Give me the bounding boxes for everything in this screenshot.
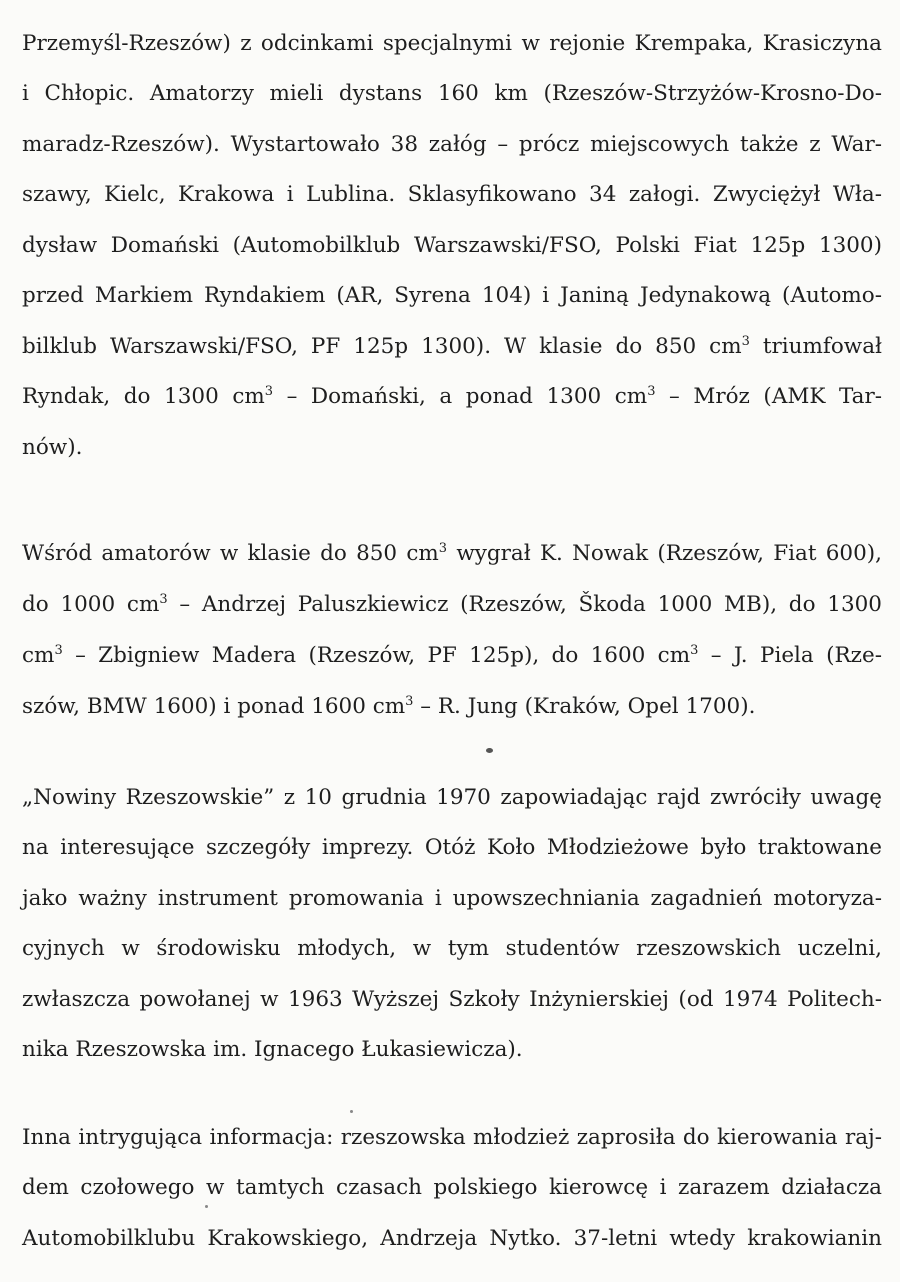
scan-speck: [205, 1205, 208, 1208]
text-line: dem czołowego w tamtych czasach polskiego kierowcę i zarazem działacza: [22, 1175, 882, 1200]
text-line: do 1000 $cm^3$ – Andrzej Paluszkiewicz (Rzeszów, Škoda 1000 MB), do 1300: [22, 591, 882, 617]
text-line: cyjnych w środowisku młodych, w tym studentów rzeszowskich uczelni,: [22, 936, 882, 961]
text-line: szawy, Kielc, Krakowa i Lublina. Sklasyfikowano 34 załogi. Zwyciężył Wła-: [22, 182, 882, 207]
text-line: Wśród amatorów w klasie do 850 $cm^3$ wygrał K. Nowak (Rzeszów, Fiat 600),: [22, 540, 882, 566]
text-line: Przemyśl-Rzeszów) z odcinkami specjalnymi w rejonie Krempaka, Krasiczyna: [22, 31, 882, 56]
text-line: Inna intrygująca informacja: rzeszowska młodzież zaprosiła do kierowania raj-: [22, 1125, 882, 1150]
text-line: przed Markiem Ryndakiem (AR, Syrena 104) i Janiną Jedynakową (Automo-: [22, 283, 882, 308]
text-line: i Chłopic. Amatorzy mieli dystans 160 km (Rzeszów-Strzyżów-Krosno-Do-: [22, 81, 882, 106]
text-line: Ryndak, do 1300 $cm^3$ – Domański, a ponad 1300 $cm^3$ – Mróz (AMK Tar-: [22, 383, 882, 409]
text-line: bilklub Warszawski/FSO, PF 125p 1300). W klasie do 850 $cm^3$ triumfował: [22, 333, 882, 359]
scan-speck: [350, 1110, 353, 1113]
text-line: na interesujące szczegóły imprezy. Otóż Koło Młodzieżowe było traktowane: [22, 835, 882, 860]
text-line: Automobilklubu Krakowskiego, Andrzeja Nytko. 37-letni wtedy krakowianin: [22, 1226, 882, 1251]
text-line: jako ważny instrument promowania i upowszechniania zagadnień motoryza-: [22, 886, 882, 911]
text-line: szów, BMW 1600) i ponad 1600 $cm^3$ – R. Jung (Kraków, Opel 1700).: [22, 693, 756, 719]
text-line: nów).: [22, 435, 83, 460]
text-line: $cm^3$ – Zbigniew Madera (Rzeszów, PF 125p), do 1600 $cm^3$ – J. Piela (Rze-: [22, 642, 882, 668]
text-line: dysław Domański (Automobilklub Warszawski/FSO, Polski Fiat 125p 1300): [22, 233, 882, 258]
text-line: „Nowiny Rzeszowskie” z 10 grudnia 1970 zapowiadając rajd zwróciły uwagę: [22, 785, 882, 810]
scan-speck: [486, 748, 493, 753]
text-line: zwłaszcza powołanej w 1963 Wyższej Szkoły Inżynierskiej (od 1974 Politech-: [22, 987, 882, 1012]
text-line: maradz-Rzeszów). Wystartowało 38 załóg – prócz miejscowych także z War-: [22, 132, 882, 157]
text-line: nika Rzeszowska im. Ignacego Łukasiewicza).: [22, 1037, 523, 1062]
